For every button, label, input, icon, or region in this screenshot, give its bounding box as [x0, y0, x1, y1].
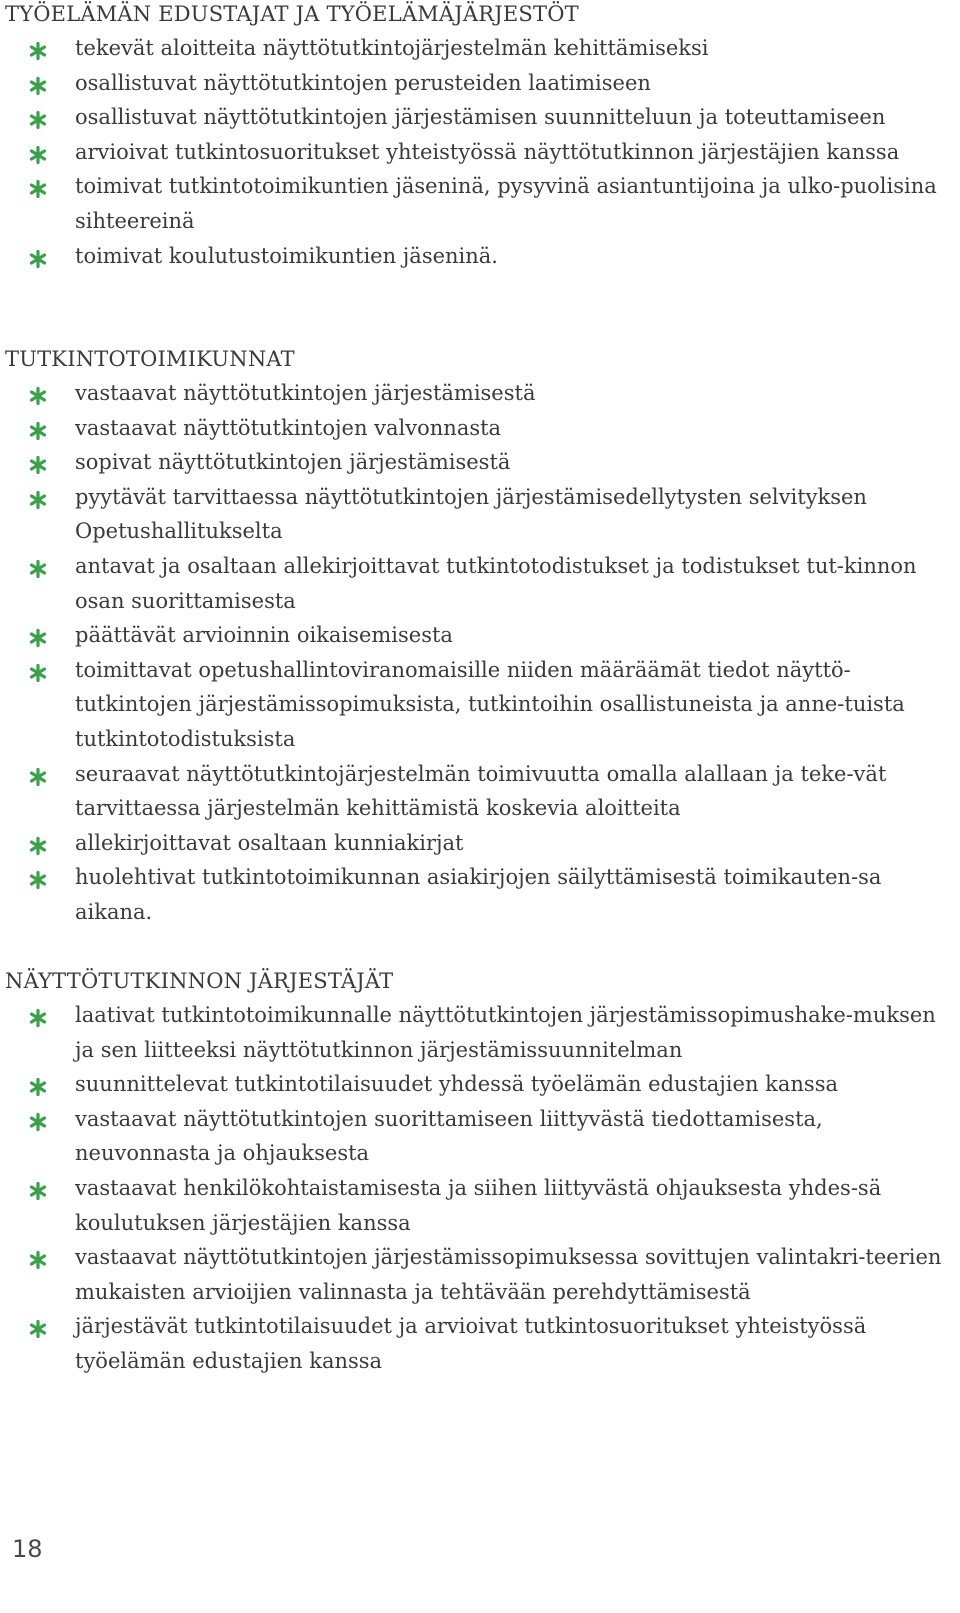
green-asterisk-icon — [29, 1182, 47, 1200]
green-asterisk-icon — [29, 387, 47, 405]
list-item-text: osallistuvat näyttötutkintojen perusteiden laatimiseen — [75, 70, 651, 95]
green-asterisk-icon — [29, 1320, 47, 1338]
list-item — [5, 1309, 945, 1378]
list-item — [5, 100, 945, 135]
list-item — [5, 757, 945, 826]
green-asterisk-icon — [29, 456, 47, 474]
green-asterisk-icon — [29, 871, 47, 889]
bullet-list — [5, 31, 955, 273]
list-item-text: vastaavat näyttötutkintojen järjestämissopimuksessa sovittujen valintakri-teerien mukaisten arvioijien valinnasta ja tehtävään perehdyttämisestä — [75, 1245, 942, 1304]
list-item-text: tekevät aloitteita näyttötutkintojärjestelmän kehittämiseksi — [75, 36, 709, 60]
bullet-list — [5, 376, 955, 930]
list-item-text: laativat tutkintotoimikunnalle näyttötutkintojen järjestämissopimushake-muksen ja sen liitteeksi näyttötutkinnon järjestämissuunnitelman — [75, 1003, 936, 1062]
green-asterisk-icon — [29, 422, 47, 440]
green-asterisk-icon — [29, 629, 47, 647]
section-tutkintotoimikunnat — [5, 342, 955, 930]
list-item-text: vastaavat henkilökohtaistamisesta ja siihen liittyvästä ohjauksesta yhdes-sä koulutuksen järjestäjien kanssa — [75, 1175, 882, 1235]
list-item — [5, 1171, 945, 1240]
section-heading: TYÖELÄMÄN EDUSTAJAT JA TYÖELÄMÄJÄRJESTÖT — [5, 2, 579, 26]
green-asterisk-icon — [29, 560, 47, 578]
list-item — [5, 31, 945, 66]
section-tyoelaman-edustajat — [5, 0, 955, 273]
green-asterisk-icon — [29, 664, 47, 682]
list-item — [5, 135, 945, 170]
list-item-text: vastaavat näyttötutkintojen valvonnasta — [75, 415, 502, 440]
green-asterisk-icon — [29, 1251, 47, 1269]
list-item-text: suunnittelevat tutkintotilaisuudet yhdessä työelämän edustajien kanssa — [75, 1072, 838, 1097]
list-item-text: vastaavat näyttötutkintojen järjestämisestä — [75, 381, 536, 405]
green-asterisk-icon — [29, 1078, 47, 1096]
list-item-text: toimivat koulutustoimikuntien jäseninä. — [75, 243, 498, 268]
list-item-text: vastaavat näyttötutkintojen suorittamiseen liittyvästä tiedottamisesta, neuvonnasta ja ohjauksesta — [75, 1106, 823, 1166]
list-item — [5, 860, 945, 929]
list-item — [5, 549, 945, 618]
green-asterisk-icon — [29, 146, 47, 164]
green-asterisk-icon — [29, 1113, 47, 1131]
list-item-text: seuraavat näyttötutkintojärjestelmän toimivuutta omalla alallaan ja teke-vät tarvittaessa järjestelmän kehittämistä koskevia aloitteita — [75, 761, 887, 821]
green-asterisk-icon — [29, 180, 47, 198]
list-item — [5, 411, 945, 446]
list-item-text: allekirjoittavat osaltaan kunniakirjat — [75, 830, 464, 855]
list-item — [5, 826, 945, 861]
list-item — [5, 480, 945, 549]
list-item — [5, 1240, 945, 1309]
list-item-text: antavat ja osaltaan allekirjoittavat tutkintotodistukset ja todistukset tut-kinnon osan suorittamisesta — [75, 553, 917, 613]
list-item-text: järjestävät tutkintotilaisuudet ja arvioivat tutkintosuoritukset yhteistyössä työelämän edustajien kanssa — [75, 1314, 867, 1373]
list-item-text: sopivat näyttötutkintojen järjestämisestä — [75, 450, 511, 475]
green-asterisk-icon — [29, 768, 47, 786]
list-item-text: toimittavat opetushallintoviranomaisille niiden määräämät tiedot näyttö-tutkintojen järjestämissopimuksista, tutkintoihin osallistuneista ja anne-tuista tutkintotodistuksista — [75, 657, 905, 751]
list-item — [5, 618, 945, 653]
list-item — [5, 445, 945, 480]
list-item — [5, 653, 945, 757]
list-item — [5, 376, 945, 411]
section-heading: TUTKINTOTOIMIKUNNAT — [5, 347, 295, 371]
list-item — [5, 239, 945, 274]
list-item-text: päättävät arvioinnin oikaisemisesta — [75, 623, 453, 648]
list-item — [5, 66, 945, 101]
green-asterisk-icon — [29, 250, 47, 268]
list-item — [5, 1102, 945, 1171]
green-asterisk-icon — [29, 1009, 47, 1027]
bullet-list — [5, 998, 955, 1379]
page-number: 18 — [12, 1535, 43, 1563]
green-asterisk-icon — [29, 837, 47, 855]
list-item — [5, 169, 945, 238]
section-nayttotutkinnon-jarjestajat — [5, 964, 955, 1379]
green-asterisk-icon — [29, 77, 47, 95]
list-item — [5, 1067, 945, 1102]
list-item — [5, 998, 945, 1067]
green-asterisk-icon — [29, 491, 47, 509]
list-item-text: huolehtivat tutkintotoimikunnan asiakirjojen säilyttämisestä toimikauten-sa aikana. — [75, 865, 882, 924]
green-asterisk-icon — [29, 111, 47, 129]
list-item-text: toimivat tutkintotoimikuntien jäseninä, pysyvinä asiantuntijoina ja ulko-puolisina sihteereinä — [75, 174, 937, 233]
green-asterisk-icon — [29, 42, 47, 60]
list-item-text: pyytävät tarvittaessa näyttötutkintojen järjestämisedellytysten selvityksen Opetushallitukselta — [75, 484, 867, 544]
list-item-text: arvioivat tutkintosuoritukset yhteistyössä näyttötutkinnon järjestäjien kanssa — [75, 139, 900, 164]
list-item-text: osallistuvat näyttötutkintojen järjestämisen suunnitteluun ja toteuttamiseen — [75, 105, 886, 130]
section-heading: NÄYTTÖTUTKINNON JÄRJESTÄJÄT — [5, 969, 394, 993]
